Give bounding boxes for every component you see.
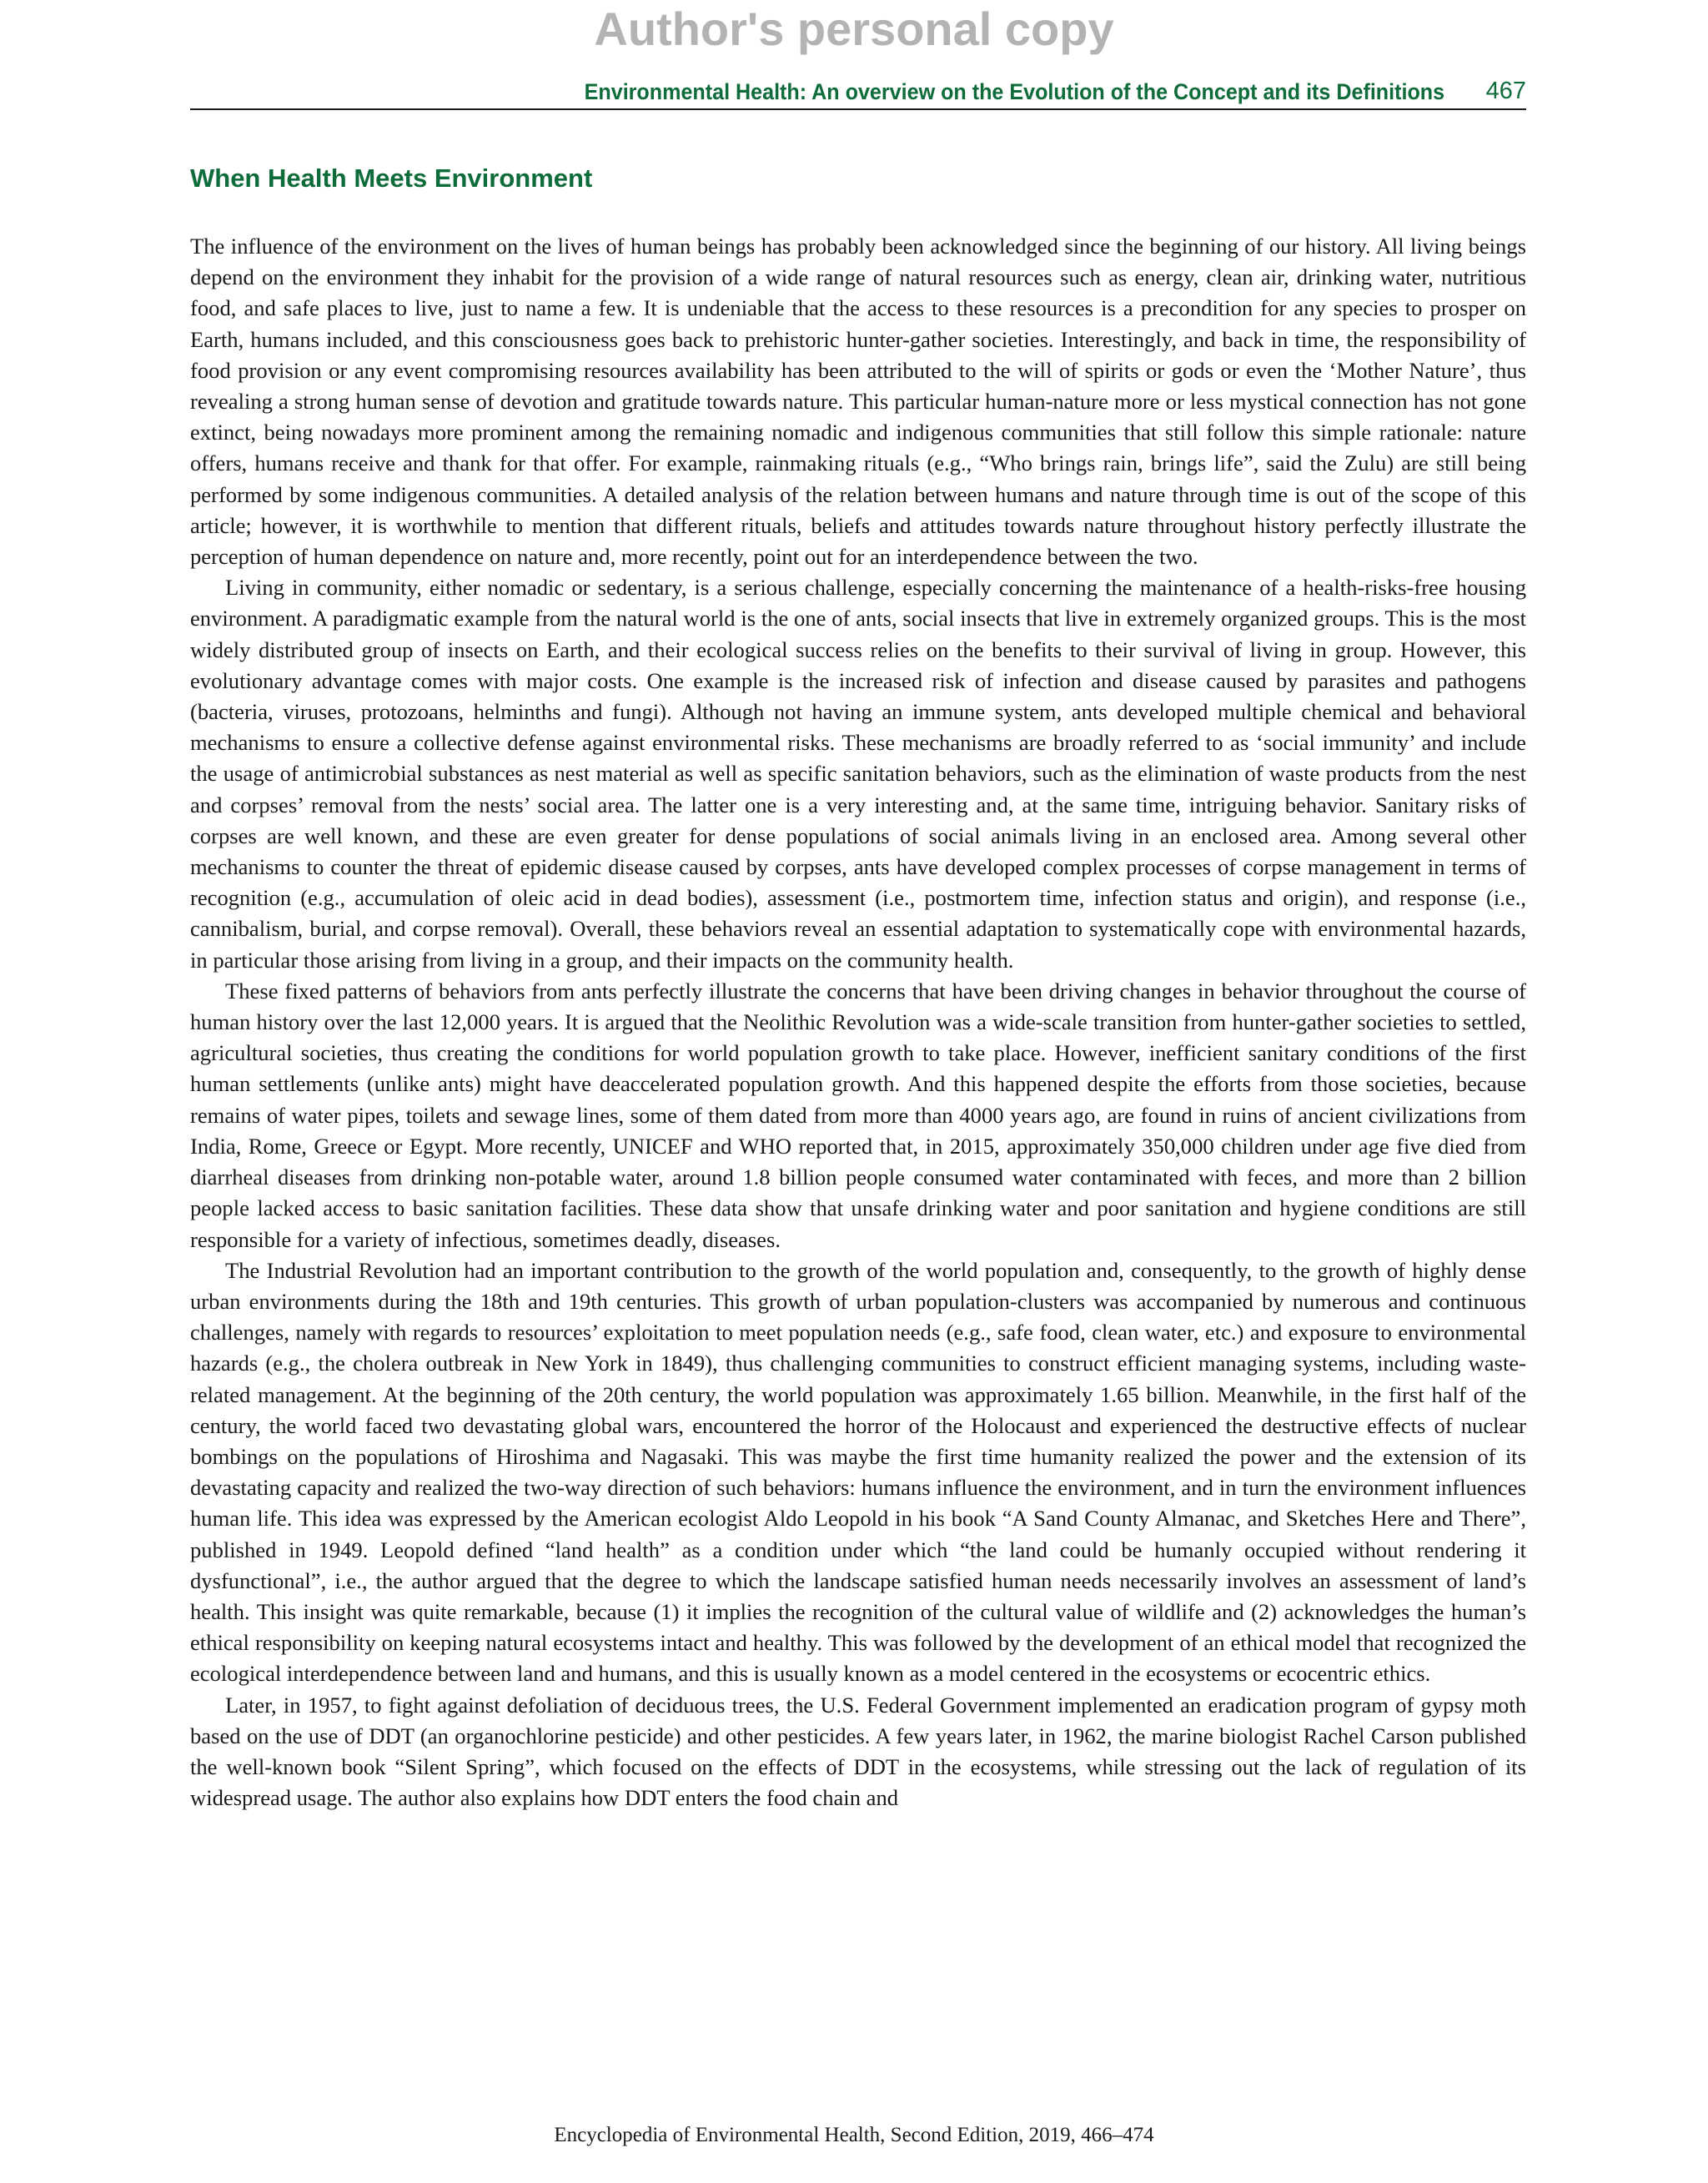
watermark: Author's personal copy (594, 3, 1114, 55)
paragraph: Living in community, either nomadic or sedentary, is a serious challenge, especially concerning the maintenance of a health-risks-free housing environment. A paradigmatic example from the natural world is the one of ants, social insects that live in extremely organized groups. This is the most widely distributed group of insects on Earth, and their ecological success relies on the benefits to their survival of living in group. However, this evolutionary advantage comes with major costs. One example is the increased risk of infection and disease caused by parasites and pathogens (bacteria, viruses, protozoans, helminths and fungi). Although not having an immune system, ants developed multiple chemical and behavioral mechanisms to ensure a collective defense against environmental risks. These mechanisms are broadly referred to as ‘social immunity’ and include the usage of antimicrobial substances as nest material as well as specific sanitation behaviors, such as the elimination of waste products from the nest and corpses’ removal from the nests’ social area. The latter one is a very interesting and, at the same time, intriguing behavior. Sanitary risks of corpses are well known, and these are even greater for dense populations of social animals living in an enclosed area. Among several other mechanisms to counter the threat of epidemic disease caused by corpses, ants have developed complex processes of corpse management in terms of recognition (e.g., accumulation of oleic acid in dead bodies), assessment (i.e., postmortem time, infection status and origin), and response (i.e., cannibalism, burial, and corpse removal). Overall, these behaviors reveal an essential adaptation to systematically cope with environmental hazards, in particular those arising from living in a group, and their impacts on the community health. (190, 575, 1526, 973)
paragraph: These fixed patterns of behaviors from ants perfectly illustrate the concerns that have been driving changes in behavior throughout the course of human history over the last 12,000 years. It is argued that the Neolithic Revolution was a wide-scale transition from hunter-gather societies to settled, agricultural societies, thus creating the conditions for world population growth to take place. However, inefficient sanitary conditions of the first human settlements (unlike ants) might have deaccelerated population growth. And this happened despite the efforts from those societies, because remains of water pipes, toilets and sewage lines, some of them dated from more than 4000 years ago, are found in ruins of ancient civilizations from India, Rome, Greece or Egypt. More recently, UNICEF and WHO reported that, in 2015, approximately 350,000 children under age five died from diarrheal diseases from drinking non-potable water, around 1.8 billion people consumed water contaminated with feces, and more than 2 billion people lacked access to basic sanitation facilities. These data show that unsafe drinking water and poor sanitation and hygiene conditions are still responsible for a variety of infectious, sometimes deadly, diseases. (190, 978, 1526, 1252)
article-body (190, 231, 1526, 1813)
footer-citation: Encyclopedia of Environmental Health, Second Edition, 2019, 466–474 (554, 2124, 1154, 2146)
running-header (190, 77, 1526, 110)
section-heading: When Health Meets Environment (190, 163, 593, 193)
paragraph: The Industrial Revolution had an important contribution to the growth of the world population and, consequently, to the growth of highly dense urban environments during the 18th and 19th centuries. This growth of urban population-clusters was accompanied by numerous and continuous challenges, namely with regards to resources’ exploitation to meet population needs (e.g., safe food, clean water, etc.) and exposure to environmental hazards (e.g., the cholera outbreak in New York in 1849), thus challenging communities to construct efficient managing systems, including waste-related management. At the beginning of the 20th century, the world population was approximately 1.65 billion. Meanwhile, in the first half of the century, the world faced two devastating global wars, encountered the horror of the Holocaust and experienced the destructive effects of nuclear bombings on the populations of Hiroshima and Nagasaki. This was maybe the first time humanity realized the power and the extension of its devastating capacity and realized the two-way direction of such behaviors: humans influence the environment, and in turn the environment influences human life. This idea was expressed by the American ecologist Aldo Leopold in his book “A Sand County Almanac, and Sketches Here and There”, published in 1949. Leopold defined “land health” as a condition under which “the land could be humanly occupied without rendering it dysfunctional”, i.e., the author argued that the degree to which the landscape satisfied human needs necessarily involves an assessment of land’s health. This insight was quite remarkable, because (1) it implies the recognition of the cultural value of wildlife and (2) acknowledges the human’s ethical responsibility on keeping natural ecosystems intact and healthy. This was followed by the development of an ethical model that recognized the ecological interdependence between land and humans, and this is usually known as a model centered in the ecosystems or ecocentric ethics. (190, 1257, 1526, 1687)
paragraph: The influence of the environment on the lives of human beings has probably been acknowledged since the beginning of our history. All living beings depend on the environment they inhabit for the provision of a wide range of natural resources such as energy, clean air, drinking water, nutritious food, and safe places to live, just to name a few. It is undeniable that the access to these resources is a precondition for any species to prosper on Earth, humans included, and this consciousness goes back to prehistoric hunter-gather societies. Interestingly, and back in time, the responsibility of food provision or any event compromising resources availability has been attributed to the will of spirits or gods or even the ‘Mother Nature’, thus revealing a strong human sense of devotion and gratitude towards nature. This particular human-nature more or less mystical connection has not gone extinct, being nowadays more prominent among the remaining nomadic and indigenous communities that still follow this simple rationale: nature offers, humans receive and thank for that offer. For example, rainmaking rituals (e.g., “Who brings rain, brings life”, said the Zulu) are still being performed by some indigenous communities. A detailed analysis of the relation between humans and nature through time is out of the scope of this article; however, it is worthwhile to mention that different rituals, beliefs and attitudes towards nature throughout history perfectly illustrate the perception of human dependence on nature and, more recently, point out for an interdependence between the two. (190, 234, 1526, 570)
running-title: Environmental Health: An overview on the Evolution of the Concept and its Definitions (584, 79, 1444, 104)
paragraph: Later, in 1957, to fight against defoliation of deciduous trees, the U.S. Federal Government implemented an eradication program of gypsy moth based on the use of DDT (an organochlorine pesticide) and other pesticides. A few years later, in 1962, the marine biologist Rachel Carson published the well-known book “Silent Spring”, which focused on the effects of DDT in the ecosystems, while stressing out the lack of regulation of its widespread usage. The author also explains how DDT enters the food chain and (190, 1692, 1526, 1811)
page-number: 467 (1485, 78, 1526, 104)
